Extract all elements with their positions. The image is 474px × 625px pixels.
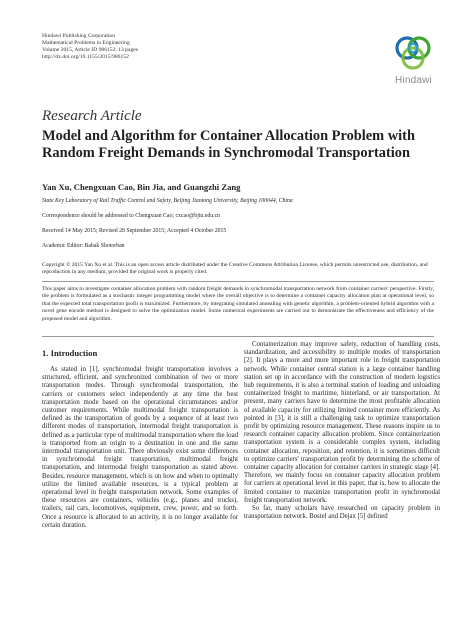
header-line: Mathematical Problems in Engineering [42,39,130,46]
section-heading: 1. Introduction [42,348,98,358]
doi-link[interactable]: http://dx.doi.org/10.1155/2015/986152 [42,53,129,60]
journal-header [42,33,138,61]
body-column-left [42,366,238,530]
article-dates: Received 14 May 2015; Revised 28 September 2015; Accepted 4 October 2015 [42,228,227,234]
correspondence: Correspondence should be addressed to Chengxuan Cao; cxcao@bjtu.edu.cn [42,213,221,219]
paragraph: Containerization may improve safety, reduction of handling costs, standardization, and accessibility to multiple modes of transportation [2]. It plays a more and more important role in freight transportation network. While container central station is a large container handling station set up in accordance with the construction of modern logistics hub requirements, it is also a terminal station of loading and unloading containerized freight to maritime, hinterland, or air transportation. At present, many carriers have to determine the most profitable allocation of available capacity for utilizing limited container more efficiently. As pointed in [3], it is still a challenging task to optimize transportation profit by optimizing resource management. These reasons inspire us to research container capacity allocation problem. Since containerization transportation system is a considerable complex system, including container allocation, reposition, and retention, it is sometimes difficult to optimize carriers' transportation profit by determining the scheme of container capacity allocation for container carriers in strategic stage [4]. Therefore, we mainly focus on container capacity allocation problem for carriers at operational level in this paper, that is, how to allocate the limited container to maximize transportation profit in synchromodal freight transportation network. [244,341,440,504]
header-line: Hindawi Publishing Corporation [42,33,116,39]
academic-editor: Academic Editor: Babak Shotorban [42,243,125,249]
body-column-right [244,341,440,521]
abstract-top-rule [42,281,434,282]
abstract-bottom-rule [42,336,434,337]
abstract: This paper aims to investigate container allocation problem with random freight demands in synchromodal transportation network from container carriers' perspective. Firstly, the problem is formulated as a stochastic integer programming model where the overall objective is to determine a container capacity allocation plan at operational level, so that the expected total transportation profit is maximized. Furthermore, by integrating simulated annealing with genetic algorithm, a problem-oriented hybrid algorithm with a novel gene encode method is designed to solve the optimization model. Some numerical experiments are carried out to demonstrate the effectiveness and efficiency of the proposed model and algorithm. [42,286,434,322]
publisher-logo-text: Hindawi [395,75,432,86]
header-line: Volume 2015, Article ID 986152, 13 pages [42,46,138,53]
copyright-notice: Copyright © 2015 Yan Xu et al. This is an open access article distributed under the Creative Commons Attribution License, which permits unrestricted use, distribution, and reproduction in any medium, provided the original work is properly cited. [42,262,428,276]
article-type: Research Article [42,108,142,124]
hindawi-logo-icon [388,34,438,76]
paragraph: As stated in [1], synchromodal freight transportation involves a structured, efficient, and synchronized combination of two or more transportation modes. Through synchromodal transportation, the carriers or customers select independently at any time the best transportation mode based on the operational circumstances and/or customer requirements. While multimodal freight transportation is defined as the transportation of goods by a sequence of at least two different modes of transportation, intermodal freight transportation is defined as a particular type of multimodal transportation where the load is transported from an origin to a destination in one and the same intermodal transportation unit. There obviously exist some differences in synchromodal freight transportation, multimodal freight transportation, and intermodal freight transportation as stated above. Besides, resource management, which is on how and when to optimally utilize the limited available resources, is a typical problem at operational level in freight transportation network. Some examples of these resources are containers, vehicles (e.g., planes and trucks), trailers, rail cars, locomotives, equipment, crew, power, and so forth. Once a resource is allocated to an activity, it is no longer available for certain duration. [42,366,238,529]
author-list: Yan Xu, Chengxuan Cao, Bin Jia, and Guangzhi Zang [42,182,241,192]
paragraph: So far, many scholars have researched on capacity problem in transportation network. Bostel and Dejax [5] defined [244,505,440,521]
paper-title: Model and Algorithm for Container Allocation Problem with Random Freight Demands in Synchromodal Transportation [42,128,415,161]
affiliation: State Key Laboratory of Rail Traffic Control and Safety, Beijing Jiaotong University, Beijing 100044, China [42,198,293,204]
